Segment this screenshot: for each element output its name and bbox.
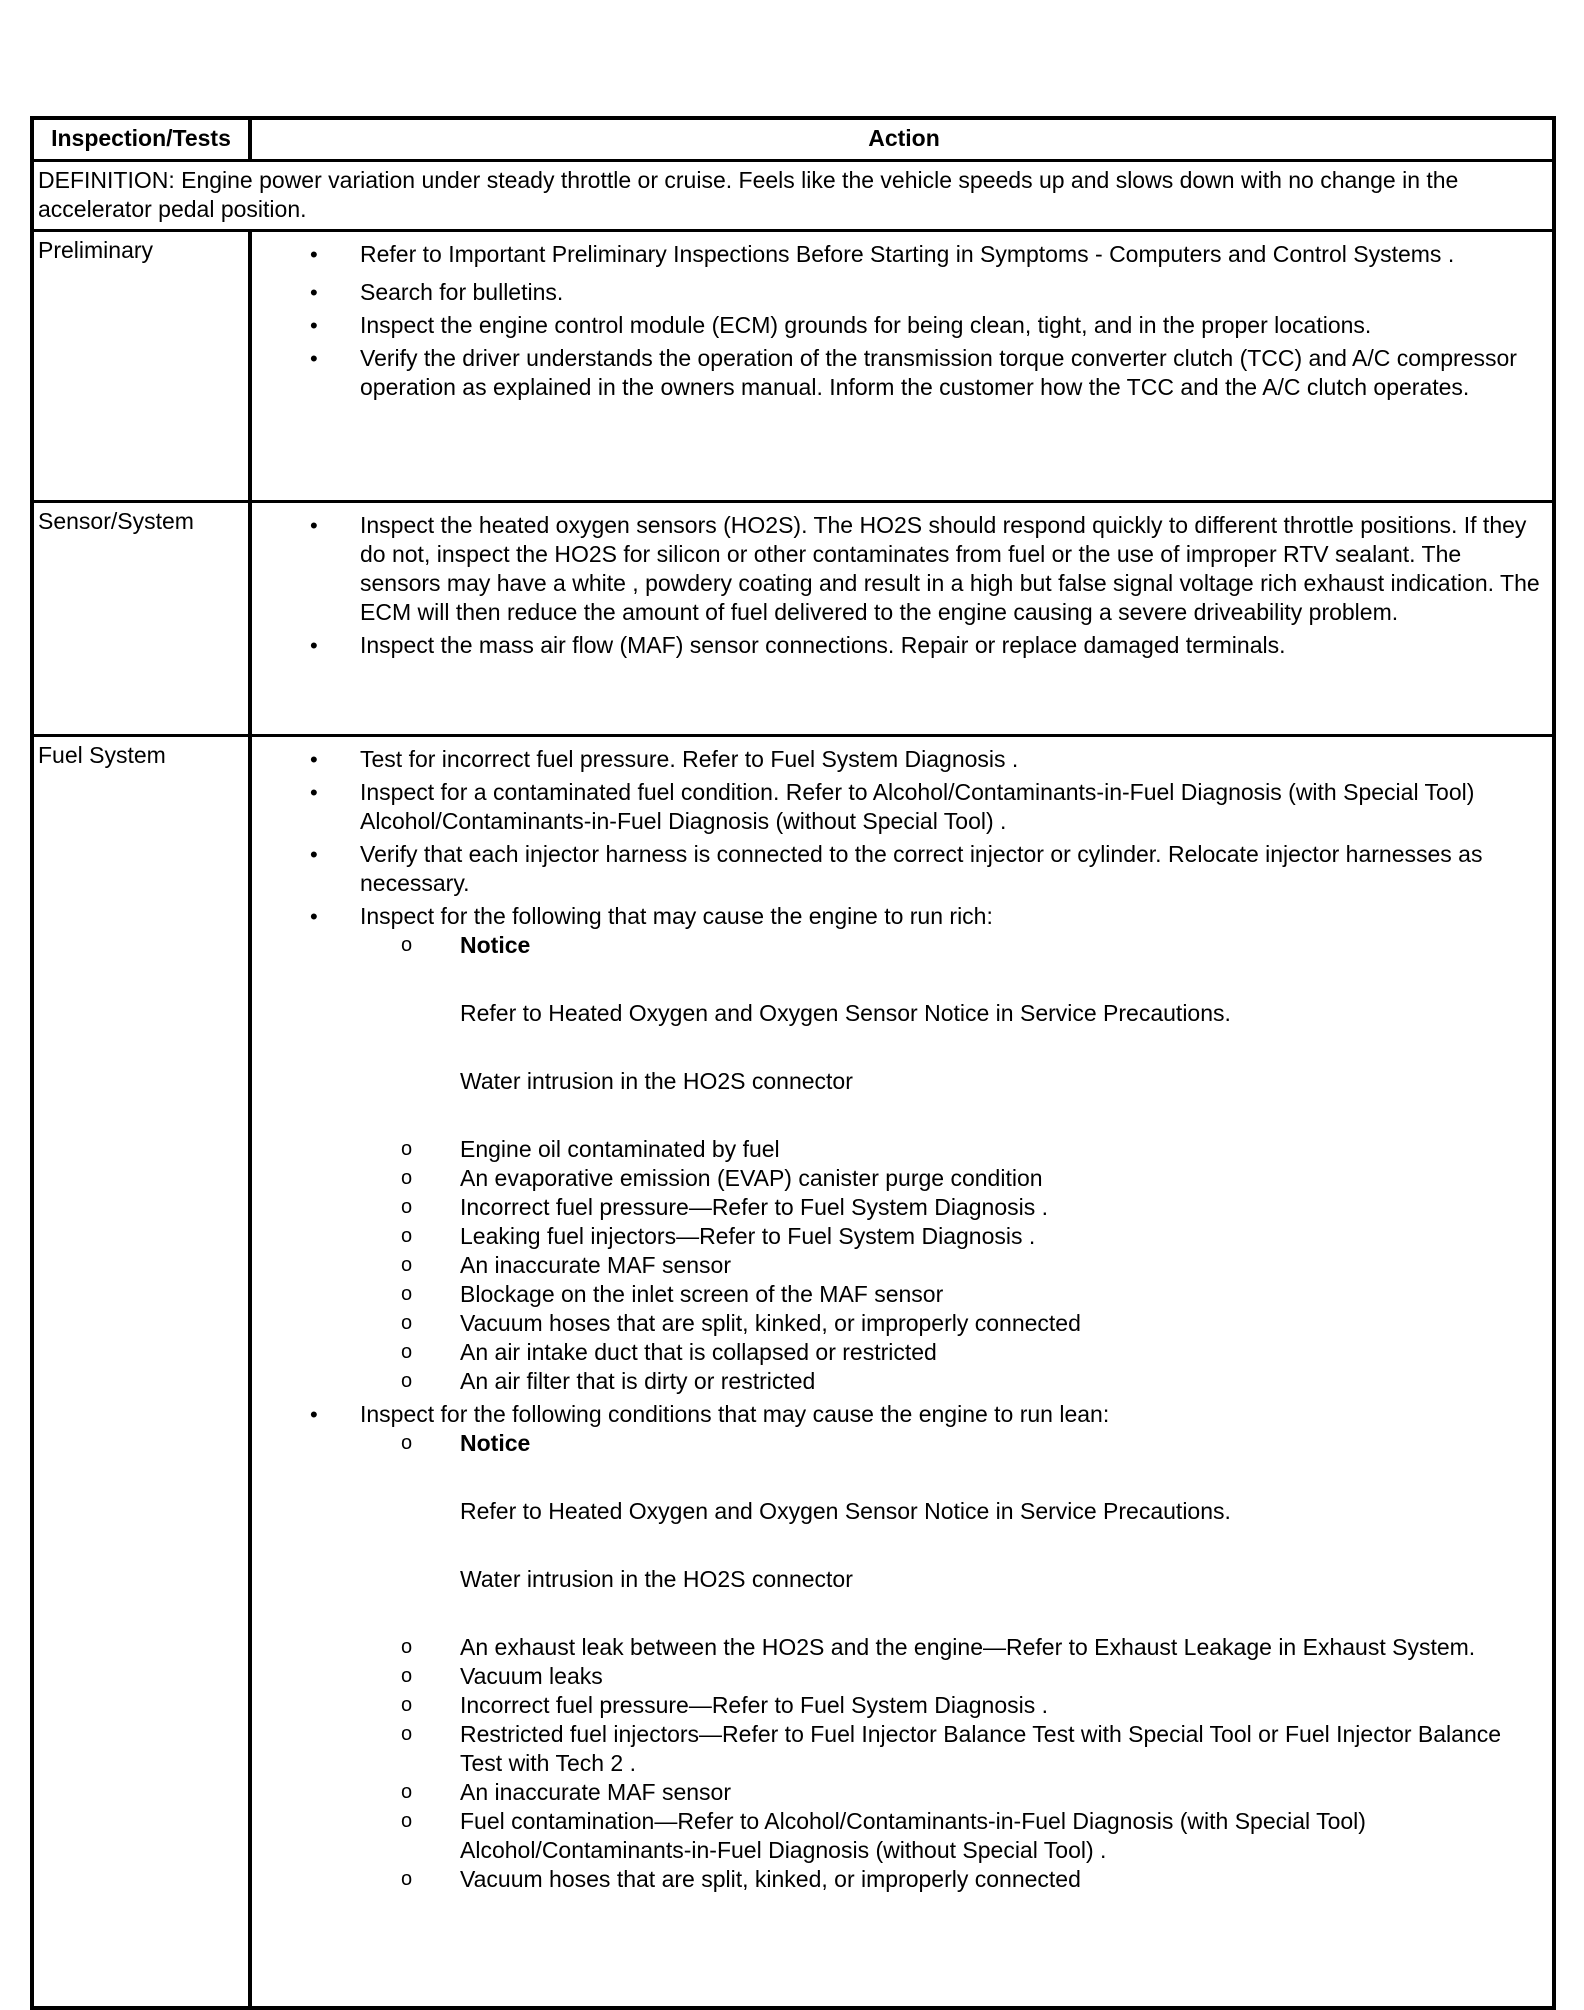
notice-text: Refer to Heated Oxygen and Oxygen Sensor Notice in Service Precautions.	[460, 1498, 1231, 1524]
table-row-fuel-system	[34, 737, 1552, 2006]
list-item: • Inspect the mass air flow (MAF) sensor connections. Repair or replace damaged terminals.	[256, 631, 1552, 660]
notice-block	[256, 1497, 1542, 1594]
notice-extra: Water intrusion in the HO2S connector	[460, 1068, 853, 1094]
sub-list-item	[256, 1865, 1542, 1894]
list-item: • Inspect the heated oxygen sensors (HO2S). The HO2S should respond quickly to different throttle positions. If they do not, inspect the HO2S for silicon or other contaminates from fuel or the use of improper RTV sealant. The sensors may have a white , powdery coating and result in a high but false signal voltage rich exhaust indication. The ECM will then reduce the amount of fuel delivered to the engine causing a severe driveability problem.	[256, 511, 1552, 627]
row-label-preliminary: Preliminary	[38, 237, 154, 263]
definition-row	[34, 162, 1552, 232]
circle-bullet-icon: o	[401, 1167, 413, 1189]
notice-title: Notice	[460, 932, 531, 958]
sub-item-text: Vacuum hoses that are split, kinked, or improperly connected	[460, 1866, 1081, 1892]
circle-bullet-icon: o	[401, 1432, 413, 1454]
list-item: • Verify the driver understands the operation of the transmission torque converter clutch (TCC) and A/C compressor operation as explained in the owners manual. Inform the customer how the TCC and the A/C clutch operates.	[256, 344, 1552, 402]
circle-bullet-icon: o	[401, 1636, 413, 1658]
header-cell-action	[256, 120, 1552, 159]
rich-sublist	[256, 1135, 1542, 1396]
sub-list-item	[256, 1429, 1542, 1458]
notice-text: Refer to Heated Oxygen and Oxygen Sensor Notice in Service Precautions.	[460, 1000, 1231, 1026]
lean-sublist	[256, 1429, 1542, 1458]
sensor-list	[256, 511, 1552, 664]
row-label-sensor-system: Sensor/System	[38, 508, 194, 534]
sub-item-text: An air filter that is dirty or restricted	[460, 1368, 816, 1394]
sub-item-text: Vacuum leaks	[460, 1663, 603, 1689]
sub-item-text: Leaking fuel injectors—Refer to Fuel System Diagnosis .	[460, 1223, 1036, 1249]
notice-title: Notice	[460, 1430, 531, 1456]
circle-bullet-icon: o	[401, 1341, 413, 1363]
sub-item-text: Incorrect fuel pressure—Refer to Fuel System Diagnosis .	[460, 1194, 1049, 1220]
sub-list-item	[256, 1222, 1542, 1251]
sub-list-item	[256, 1164, 1542, 1193]
sub-item-text: An inaccurate MAF sensor	[460, 1779, 732, 1805]
circle-bullet-icon: o	[401, 1196, 413, 1218]
table-row-preliminary	[34, 232, 1552, 503]
sub-list-item	[256, 1193, 1542, 1222]
sub-item-text: An exhaust leak between the HO2S and the engine—Refer to Exhaust Leakage in Exhaust System.	[460, 1634, 1476, 1660]
sub-list-item	[256, 1280, 1542, 1309]
table-row-sensor-system	[34, 503, 1552, 737]
sub-list-item	[256, 1662, 1542, 1691]
action-cell	[256, 232, 1552, 500]
sub-item-text: Vacuum hoses that are split, kinked, or improperly connected	[460, 1310, 1081, 1336]
action-cell	[256, 737, 1552, 2006]
circle-bullet-icon: o	[401, 934, 413, 956]
table-header-row	[34, 120, 1552, 162]
sub-item-text: Engine oil contaminated by fuel	[460, 1136, 780, 1162]
list-item: • Verify that each injector harness is connected to the correct injector or cylinder. Relocate injector harnesses as necessary.	[256, 840, 1552, 898]
list-item: • Test for incorrect fuel pressure. Refer to Fuel System Diagnosis .	[256, 745, 1552, 774]
sub-item-text: An air intake duct that is collapsed or restricted	[460, 1339, 937, 1365]
sub-item-text: An evaporative emission (EVAP) canister purge condition	[460, 1165, 1043, 1191]
diagnostic-table	[30, 116, 1556, 2010]
sub-item-text: Incorrect fuel pressure—Refer to Fuel System Diagnosis .	[460, 1692, 1049, 1718]
sub-list-item	[256, 931, 1542, 960]
row-label-cell	[34, 232, 252, 500]
list-item-rich	[256, 902, 1552, 1396]
definition-text: DEFINITION: Engine power variation under steady throttle or cruise. Feels like the vehicle speeds up and slows down with no change in the accelerator pedal position.	[38, 167, 1459, 222]
lean-sublist	[256, 1633, 1542, 1894]
circle-bullet-icon: o	[401, 1312, 413, 1334]
circle-bullet-icon: o	[401, 1138, 413, 1160]
sub-list-item	[256, 1338, 1542, 1367]
circle-bullet-icon: o	[401, 1225, 413, 1247]
sub-list-item	[256, 1691, 1542, 1720]
preliminary-list	[256, 240, 1552, 406]
header-inspection-tests: Inspection/Tests	[51, 125, 231, 151]
notice-block	[256, 999, 1542, 1096]
sub-list-item	[256, 1367, 1542, 1396]
list-item: • Inspect the engine control module (ECM) grounds for being clean, tight, and in the proper locations.	[256, 311, 1552, 340]
list-item: • Search for bulletins.	[256, 278, 1552, 307]
row-label-cell	[34, 737, 252, 2006]
sub-item-text: An inaccurate MAF sensor	[460, 1252, 732, 1278]
sub-item-text: Blockage on the inlet screen of the MAF sensor	[460, 1281, 944, 1307]
circle-bullet-icon: o	[401, 1665, 413, 1687]
circle-bullet-icon: o	[401, 1810, 413, 1832]
sub-list-item	[256, 1633, 1542, 1662]
header-cell-inspection	[34, 120, 252, 159]
sub-list-item	[256, 1778, 1542, 1807]
sub-item-text: Restricted fuel injectors—Refer to Fuel Injector Balance Test with Special Tool or Fuel Injector Balance Test with Tech 2 .	[460, 1721, 1502, 1776]
sub-item-text: Fuel contamination—Refer to Alcohol/Contaminants-in-Fuel Diagnosis (with Special Tool) Alcohol/Contaminants-in-Fuel Diagnosis (without Special Tool) .	[460, 1808, 1366, 1863]
circle-bullet-icon: o	[401, 1254, 413, 1276]
sub-list-item	[256, 1135, 1542, 1164]
sub-list-item	[256, 1807, 1542, 1865]
row-label-cell	[34, 503, 252, 734]
circle-bullet-icon: o	[401, 1283, 413, 1305]
rich-intro: Inspect for the following that may cause the engine to run rich:	[360, 903, 993, 929]
notice-extra: Water intrusion in the HO2S connector	[460, 1566, 853, 1592]
list-item-lean	[256, 1400, 1552, 1894]
circle-bullet-icon: o	[401, 1370, 413, 1392]
sub-list-item	[256, 1309, 1542, 1338]
lean-intro: Inspect for the following conditions that may cause the engine to run lean:	[360, 1401, 1110, 1427]
circle-bullet-icon: o	[401, 1694, 413, 1716]
sub-list-item	[256, 1720, 1542, 1778]
list-item: • Inspect for a contaminated fuel condition. Refer to Alcohol/Contaminants-in-Fuel Diagnosis (with Special Tool) Alcohol/Contaminants-in-Fuel Diagnosis (without Special Tool) .	[256, 778, 1552, 836]
circle-bullet-icon: o	[401, 1781, 413, 1803]
circle-bullet-icon: o	[401, 1723, 413, 1745]
fuel-list	[256, 745, 1552, 1898]
circle-bullet-icon: o	[401, 1868, 413, 1890]
rich-sublist	[256, 931, 1542, 960]
row-label-fuel-system: Fuel System	[38, 742, 166, 768]
action-cell	[256, 503, 1552, 734]
sub-list-item	[256, 1251, 1542, 1280]
header-action: Action	[868, 125, 940, 151]
list-item: • Refer to Important Preliminary Inspections Before Starting in Symptoms - Computers and Control Systems .	[256, 240, 1552, 269]
